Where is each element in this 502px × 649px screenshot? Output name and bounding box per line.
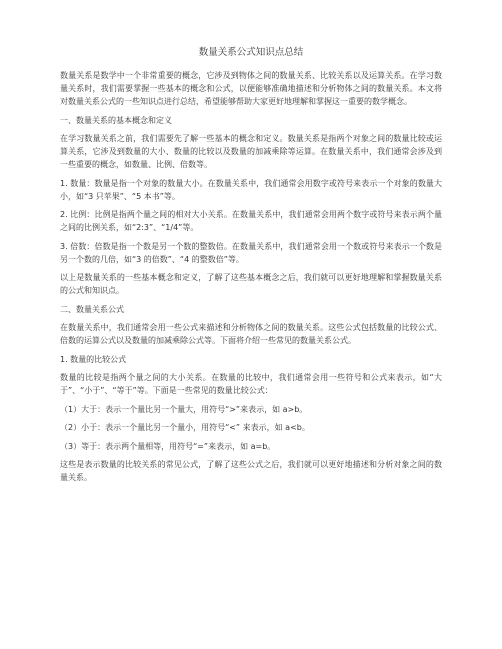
body-paragraph: 数量的比较是指两个量之间的大小关系。在数量的比较中，我们通常会用一些符号和公式来表示，如“大于”、“小于”、“等于”等。下面是一些常见的数量比较公式： [60, 373, 442, 395]
body-paragraph: 在学习数量关系之前，我们需要先了解一些基本的概念和定义。数量关系是指两个对象之间的数量比较或运算关系，它涉及到数量的大小、数量的比较以及数量的加减乘除等运算。在数量关系中，我们通常会涉及到一些重要的概念，如数量、比例、倍数等。 [60, 134, 442, 169]
body-paragraph: 这些是表示数量的比较关系的常见公式，了解了这些公式之后，我们就可以更好地描述和分析对象之间的数量关系。 [60, 460, 442, 482]
formula-less: （2）小于：表示一个量比另一个量小，用符号“<” 来表示，如 a<b。 [60, 423, 310, 432]
definition-quantity: 1. 数量：数量是指一个对象的数量大小。在数量关系中，我们通常会用数字或符号来表示一个对象的数量大小，如“3 只苹果”、“5 本书”等。 [60, 178, 442, 201]
subsection-heading: 1. 数量的比较公式 [60, 354, 127, 364]
definition-ratio: 2. 比例：比例是指两个量之间的相对大小关系。在数量关系中，我们通常会用两个数字或符号来表示两个量之间的比例关系，如“2:3”、“1/4”等。 [60, 210, 442, 232]
body-paragraph: 在数量关系中，我们通常会用一些公式来描述和分析物体之间的数量关系。这些公式包括数量的比较公式、倍数的运算公式以及数量的加减乘除公式等。下面将介绍一些常见的数量关系公式。 [60, 323, 442, 345]
formula-greater: （1）大于：表示一个量比另一个量大，用符号“>”来表示，如 a>b。 [60, 404, 308, 414]
section-heading-1: 一、数量关系的基本概念和定义 [60, 115, 172, 125]
section-heading-2: 二、数量关系公式 [60, 304, 124, 314]
intro-paragraph: 数量关系是数学中一个非常重要的概念，它涉及到物体之间的数量关系、比较关系以及运算关系。在学习数量关系时，我们需要掌握一些基本的概念和公式，以便能够准确地描述和分析物体之间的数量关系。本文将对数量关系公式的一些知识点进行总结，希望能够帮助大家更好地理解和掌握这一重要的数学概念。 [60, 71, 442, 106]
document-body [60, 69, 442, 484]
document-title: 数量关系公式知识点总结 [198, 47, 304, 58]
body-paragraph: 以上是数量关系的一些基本概念和定义，了解了这些基本概念之后，我们就可以更好地理解和掌握数量关系的公式和知识点。 [60, 273, 442, 295]
formula-equal: （3）等于：表示两个量相等，用符号“=”来表示，如 a=b。 [60, 441, 276, 451]
definition-multiple: 3. 倍数：倍数是指一个数是另一个数的整数倍。在数量关系中，我们通常会用一个数或符号来表示一个数是另一个数的几倍，如“3 的倍数”、“4 的整数倍”等。 [60, 241, 442, 264]
